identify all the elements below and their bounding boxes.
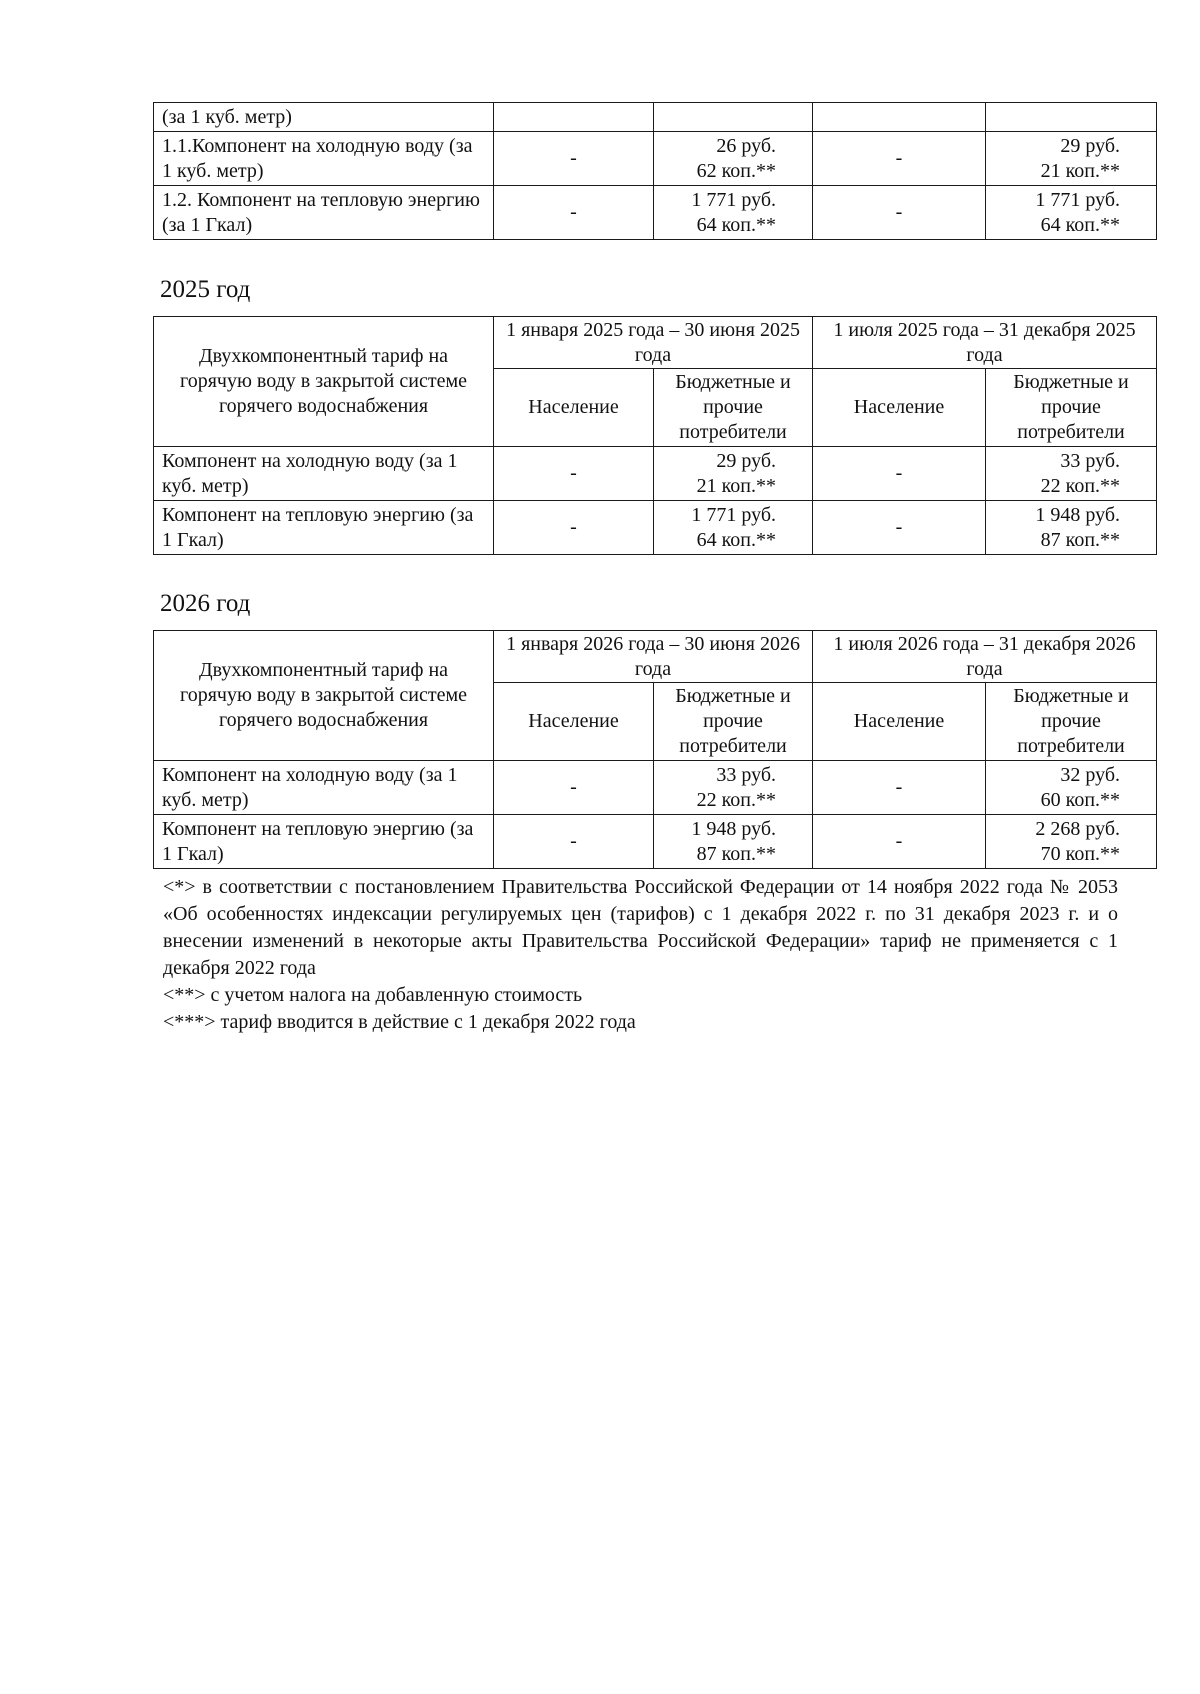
row-label: Компонент на холодную воду (за 1 куб. метр) [154, 447, 494, 501]
cell-empty [986, 103, 1157, 132]
table-header-row [154, 631, 1157, 683]
tariff-table-2025 [153, 316, 1157, 555]
tariff-table-continued [153, 102, 1157, 240]
table-row [154, 103, 1157, 132]
tariff-table-2026 [153, 630, 1157, 869]
period-header: 1 января 2025 года – 30 июня 2025 года [494, 317, 813, 369]
population-value: - [813, 501, 986, 555]
table-row [154, 501, 1157, 555]
column-header-population: Население [813, 369, 986, 447]
header-label: Двухкомпонентный тариф на горячую воду в закрытой системе горячего водоснабжения [154, 631, 494, 761]
footnote-3: <***> тариф вводится в действие с 1 декабря 2022 года [163, 1011, 636, 1033]
period-header: 1 июля 2026 года – 31 декабря 2026 года [813, 631, 1157, 683]
column-header-population: Население [494, 369, 654, 447]
budget-value: 1 771 руб. 64 коп.** [986, 186, 1157, 240]
population-value: - [813, 186, 986, 240]
footnotes [163, 874, 1118, 1036]
period-header: 1 июля 2025 года – 31 декабря 2025 года [813, 317, 1157, 369]
population-value: - [494, 447, 654, 501]
year-heading-2025: 2025 год [160, 276, 251, 303]
population-value: - [813, 132, 986, 186]
cell-empty [654, 103, 813, 132]
column-header-population: Население [813, 683, 986, 761]
population-value: - [813, 761, 986, 815]
row-label: (за 1 куб. метр) [154, 103, 494, 132]
population-value: - [494, 761, 654, 815]
row-label: 1.1.Компонент на холодную воду (за 1 куб. метр) [154, 132, 494, 186]
year-heading-2026: 2026 год [160, 590, 251, 617]
budget-value: 32 руб. 60 коп.** [986, 761, 1157, 815]
population-value: - [494, 132, 654, 186]
budget-value: 33 руб. 22 коп.** [986, 447, 1157, 501]
population-value: - [494, 815, 654, 869]
table-row [154, 186, 1157, 240]
budget-value: 26 руб. 62 коп.** [654, 132, 813, 186]
cell-empty [494, 103, 654, 132]
table-row [154, 761, 1157, 815]
table-row [154, 447, 1157, 501]
column-header-budget: Бюджетные и прочие потребители [654, 369, 813, 447]
table-row [154, 815, 1157, 869]
budget-value: 1 771 руб. 64 коп.** [654, 186, 813, 240]
column-header-population: Население [494, 683, 654, 761]
budget-value: 33 руб. 22 коп.** [654, 761, 813, 815]
budget-value: 1 948 руб. 87 коп.** [654, 815, 813, 869]
population-value: - [494, 501, 654, 555]
population-value: - [813, 447, 986, 501]
column-header-budget: Бюджетные и прочие потребители [986, 369, 1157, 447]
row-label: Компонент на тепловую энергию (за 1 Гкал) [154, 815, 494, 869]
table-row [154, 132, 1157, 186]
footnote-2: <**> с учетом налога на добавленную стоимость [163, 984, 583, 1006]
footnote-1: <*> в соответствии с постановлением Правительства Российской Федерации от 14 ноября 2022 года № 2053 «Об особенностях индексации регулируемых цен (тарифов) с 1 декабря 2022 г. по 31 декабря 2023 г. и о внесении изменений в некоторые акты Правительства Российской Федерации» тариф не применяется с 1 декабря 2022 года [163, 876, 1118, 979]
budget-value: 29 руб. 21 коп.** [986, 132, 1157, 186]
row-label: Компонент на холодную воду (за 1 куб. метр) [154, 761, 494, 815]
period-header: 1 января 2026 года – 30 июня 2026 года [494, 631, 813, 683]
header-label: Двухкомпонентный тариф на горячую воду в закрытой системе горячего водоснабжения [154, 317, 494, 447]
budget-value: 29 руб. 21 коп.** [654, 447, 813, 501]
budget-value: 2 268 руб. 70 коп.** [986, 815, 1157, 869]
population-value: - [813, 815, 986, 869]
budget-value: 1 948 руб. 87 коп.** [986, 501, 1157, 555]
population-value: - [494, 186, 654, 240]
cell-empty [813, 103, 986, 132]
row-label: 1.2. Компонент на тепловую энергию (за 1 Гкал) [154, 186, 494, 240]
column-header-budget: Бюджетные и прочие потребители [986, 683, 1157, 761]
budget-value: 1 771 руб. 64 коп.** [654, 501, 813, 555]
row-label: Компонент на тепловую энергию (за 1 Гкал) [154, 501, 494, 555]
table-header-row [154, 317, 1157, 369]
column-header-budget: Бюджетные и прочие потребители [654, 683, 813, 761]
